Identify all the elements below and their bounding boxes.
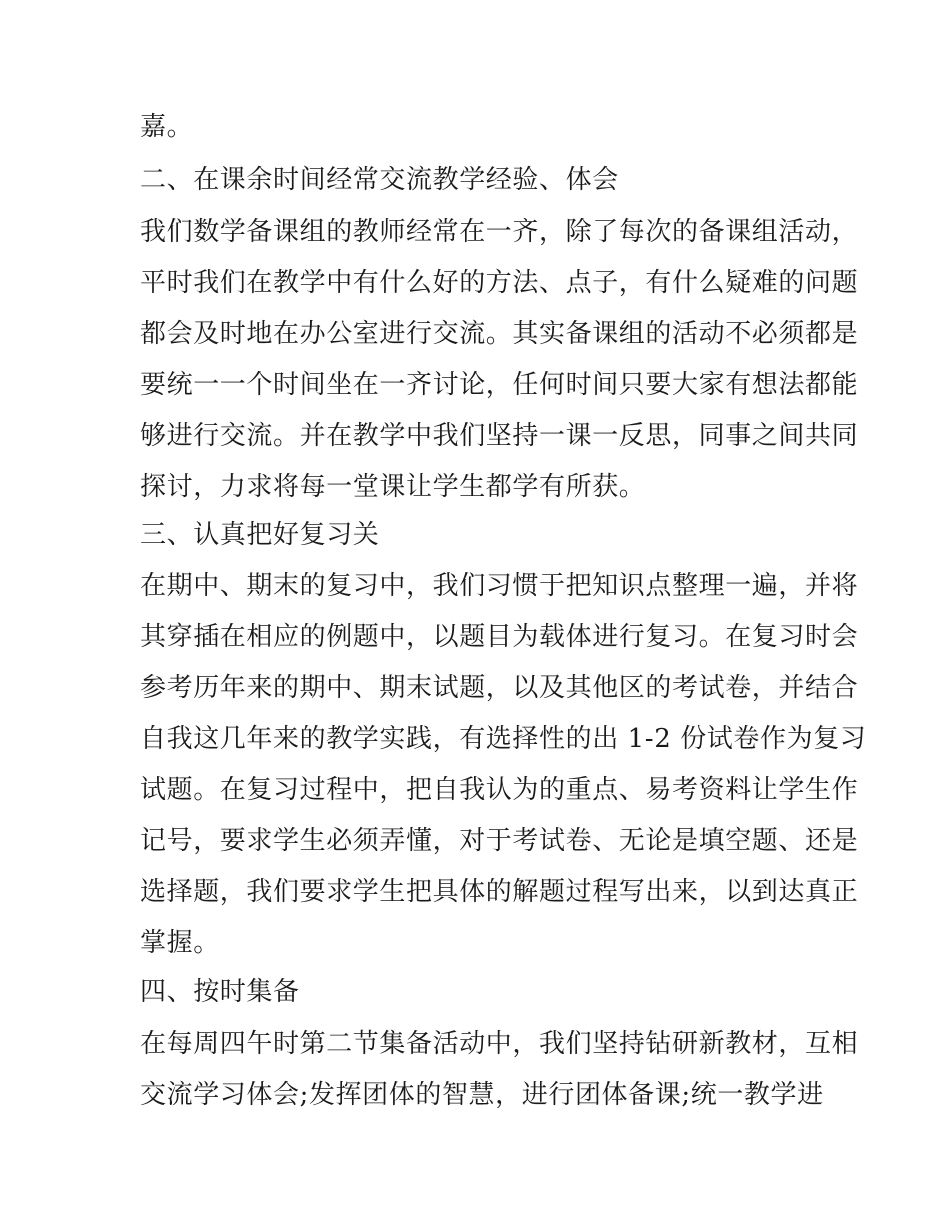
- text-line: 交流学习体会;发挥团体的智慧，进行团体备课;统一教学进: [140, 1080, 824, 1110]
- text-line: 我们数学备课组的教师经常在一齐，除了每次的备课组活动，: [140, 217, 859, 247]
- text-line: 要统一一个时间坐在一齐讨论，任何时间只要大家有想法都能: [140, 370, 859, 400]
- text-line: 够进行交流。并在教学中我们坚持一课一反思，同事之间共同: [140, 421, 859, 451]
- text-line: 平时我们在教学中有什么好的方法、点子，有什么疑难的问题: [140, 268, 859, 298]
- text-line: 自我这几年来的教学实践，有选择性的出 1-2 份试卷作为复习: [140, 724, 867, 754]
- text-line: 都会及时地在办公室进行交流。其实备课组的活动不必须都是: [140, 319, 859, 349]
- section-heading: 四、按时集备: [140, 977, 300, 1007]
- text-line: 参考历年来的期中、期末试题，以及其他区的考试卷，并结合: [140, 673, 859, 703]
- text-line: 试题。在复习过程中，把自我认为的重点、易考资料让学生作: [140, 775, 859, 805]
- text-line: 记号，要求学生必须弄懂，对于考试卷、无论是填空题、还是: [140, 826, 859, 856]
- text-line: 在每周四午时第二节集备活动中，我们坚持钻研新教材，互相: [140, 1029, 859, 1059]
- text-line: 嘉。: [140, 112, 194, 142]
- text-line: 选择题，我们要求学生把具体的解题过程写出来，以到达真正: [140, 877, 859, 907]
- text-line: 探讨，力求将每一堂课让学生都学有所获。: [140, 472, 646, 502]
- section-heading: 二、在课余时间经常交流教学经验、体会: [140, 165, 619, 195]
- text-line: 在期中、期末的复习中，我们习惯于把知识点整理一遍，并将: [140, 571, 859, 601]
- text-line: 其穿插在相应的例题中，以题目为载体进行复习。在复习时会: [140, 622, 859, 652]
- text-line: 掌握。: [140, 928, 220, 958]
- section-heading: 三、认真把好复习关: [140, 520, 380, 550]
